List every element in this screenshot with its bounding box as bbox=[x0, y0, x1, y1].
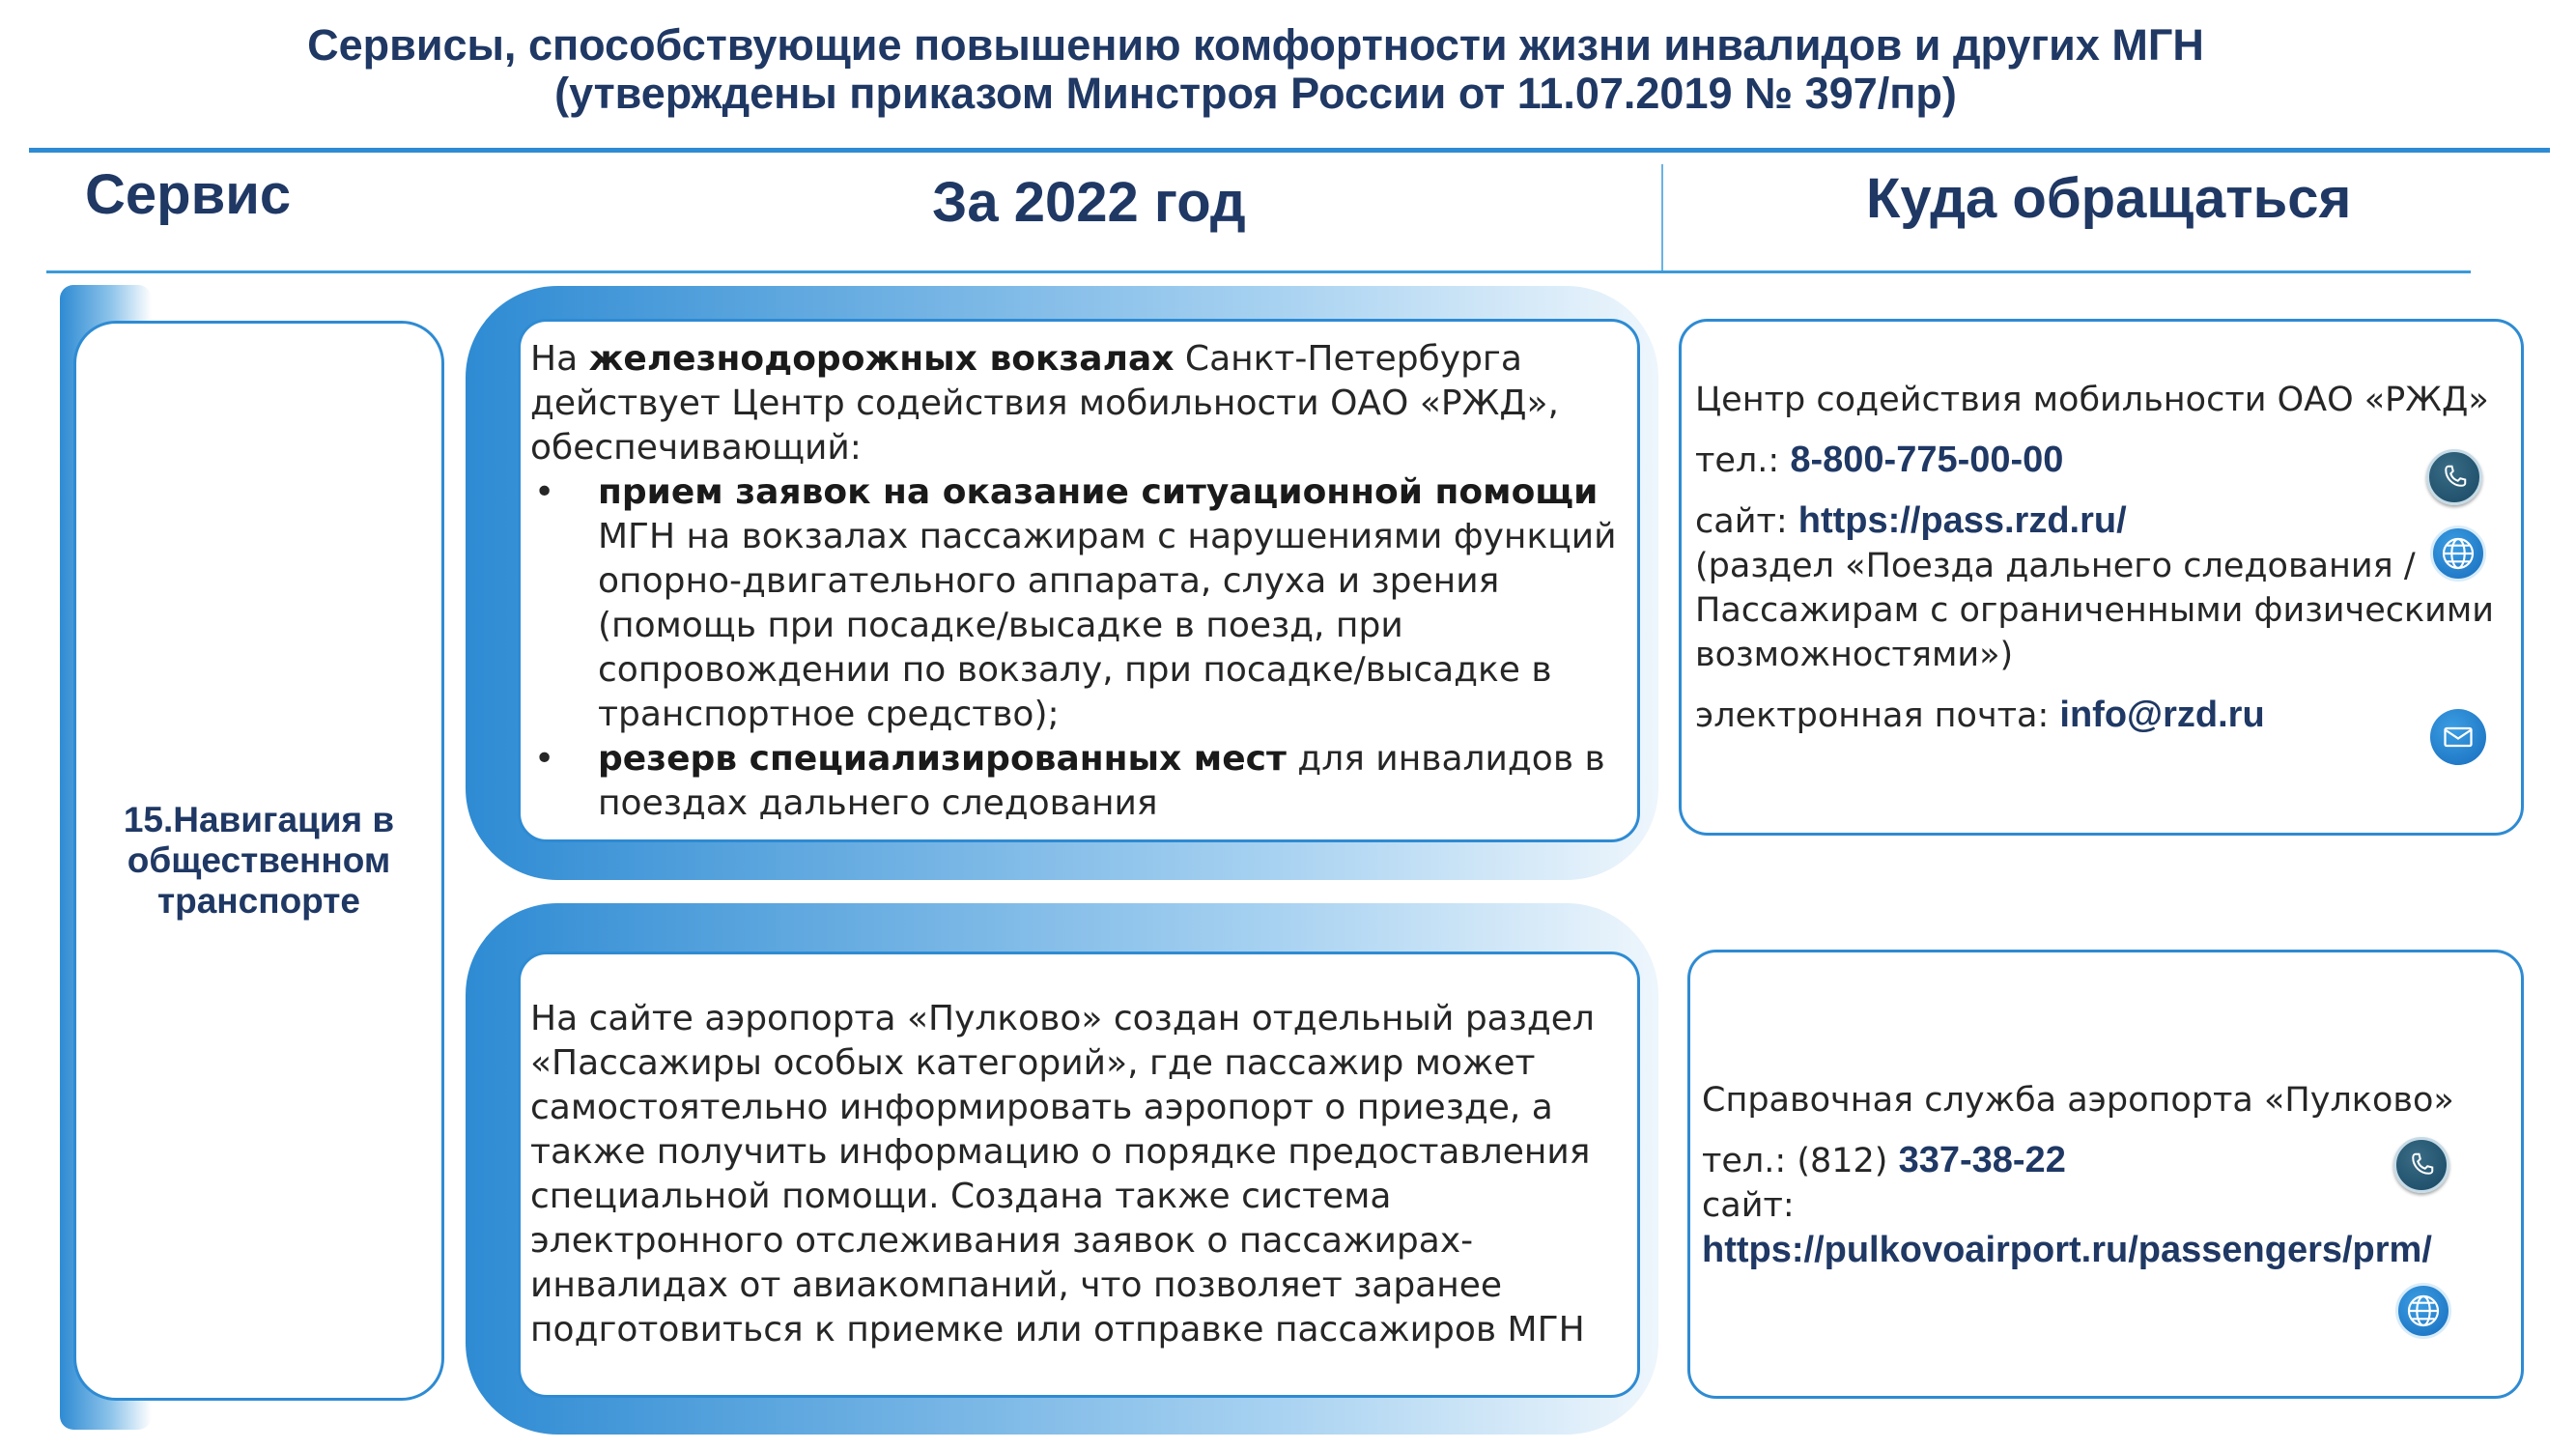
rail-contacts-card bbox=[1679, 319, 2524, 836]
globe-icon[interactable] bbox=[2395, 1283, 2451, 1339]
title-divider bbox=[29, 148, 2550, 153]
airport-contact-org: Справочная служба аэропорта «Пулково» bbox=[1702, 1081, 2454, 1120]
rail-contact-org: Центр содействия мобильности ОАО «РЖД» bbox=[1695, 381, 2489, 419]
mail-icon-glyph bbox=[2441, 720, 2476, 754]
airport-phone-number[interactable]: 337-38-22 bbox=[1898, 1140, 2066, 1180]
rail-contact-section: (раздел «Поезда дальнего следования / Пассажирам с ограниченными физическими возможностями») bbox=[1695, 547, 2495, 674]
airport-contact-site-label: сайт: bbox=[1702, 1186, 1795, 1225]
rail-bullet-1: • прием заявок на оказание ситуационной помощи МГН на вокзалах пассажирам с нарушениями функций опорно-двигательного аппарата, слуха и зрения (помощь при посадке/высадке в поезд, при сопровождении по вокзалу, при посадке/высадке в транспортное средство); bbox=[530, 470, 1624, 737]
airport-contact-phone: тел.: (812) 337-38-22 bbox=[1702, 1140, 2066, 1180]
phone-icon-glyph bbox=[2407, 1151, 2436, 1179]
page-title bbox=[0, 21, 2511, 118]
airport-card bbox=[518, 952, 1640, 1398]
rail-bullet-2: • резерв специализированных мест для инвалидов в поездах дальнего следования bbox=[530, 737, 1624, 826]
mail-icon[interactable] bbox=[2430, 709, 2486, 765]
phone-icon[interactable] bbox=[2393, 1137, 2449, 1193]
airport-contact-site bbox=[1702, 1228, 2511, 1273]
header-service: Сервис bbox=[85, 163, 292, 226]
rail-intro: На железнодорожных вокзалах Санкт-Петербурга действует Центр содействия мобильности ОАО «РЖД», обеспечивающий: bbox=[530, 339, 1559, 468]
bullet-marker: • bbox=[534, 739, 555, 779]
rail-intro-highlight: железнодорожных вокзалах bbox=[588, 339, 1175, 379]
rail-contact-site: сайт: https://pass.rzd.ru/ bbox=[1695, 500, 2127, 541]
title-line-1: Сервисы, способствующие повышению комфортности жизни инвалидов и других МГН bbox=[307, 20, 2204, 70]
header-where: Куда обращаться bbox=[1866, 167, 2352, 230]
rail-phone-number[interactable]: 8-800-775-00-00 bbox=[1790, 440, 2064, 480]
globe-icon-glyph bbox=[2404, 1292, 2443, 1330]
service-box bbox=[73, 321, 444, 1401]
rail-card bbox=[518, 319, 1640, 842]
bullet-marker: • bbox=[534, 472, 555, 512]
phone-icon-glyph bbox=[2440, 463, 2469, 492]
phone-icon[interactable] bbox=[2426, 449, 2482, 505]
globe-icon[interactable] bbox=[2430, 526, 2486, 582]
service-name: 15.Навигация в общественном транспорте bbox=[123, 800, 395, 921]
rail-site-link[interactable]: https://pass.rzd.ru/ bbox=[1798, 500, 2127, 541]
rail-email-link[interactable]: info@rzd.ru bbox=[2059, 695, 2265, 735]
globe-icon-glyph bbox=[2439, 534, 2477, 573]
airport-text: На сайте аэропорта «Пулково» создан отдельный раздел «Пассажиры особых категорий», где пассажир может самостоятельно информировать аэропорт о приезде, а также получить информацию о порядке предоставления специальной помощи. Создана также система электронного отслеживания заявок о пассажирах-инвалидах от авиакомпаний, что позволяет заранее подготовиться к приемке или отправке пассажиров МГН bbox=[530, 999, 1595, 1350]
airport-site-link[interactable]: https://pulkovoairport.ru/passengers/prm/ bbox=[1702, 1230, 2432, 1270]
title-line-2: (утверждены приказом Минстроя России от 11.07.2019 № 397/пр) bbox=[554, 69, 1957, 118]
header-column-divider bbox=[1661, 164, 1663, 273]
rail-contact-phone: тел.: 8-800-775-00-00 bbox=[1695, 440, 2064, 480]
header-year: За 2022 год bbox=[932, 171, 1246, 234]
header-divider bbox=[46, 270, 2471, 273]
rail-contact-email: электронная почта: info@rzd.ru bbox=[1695, 695, 2265, 735]
